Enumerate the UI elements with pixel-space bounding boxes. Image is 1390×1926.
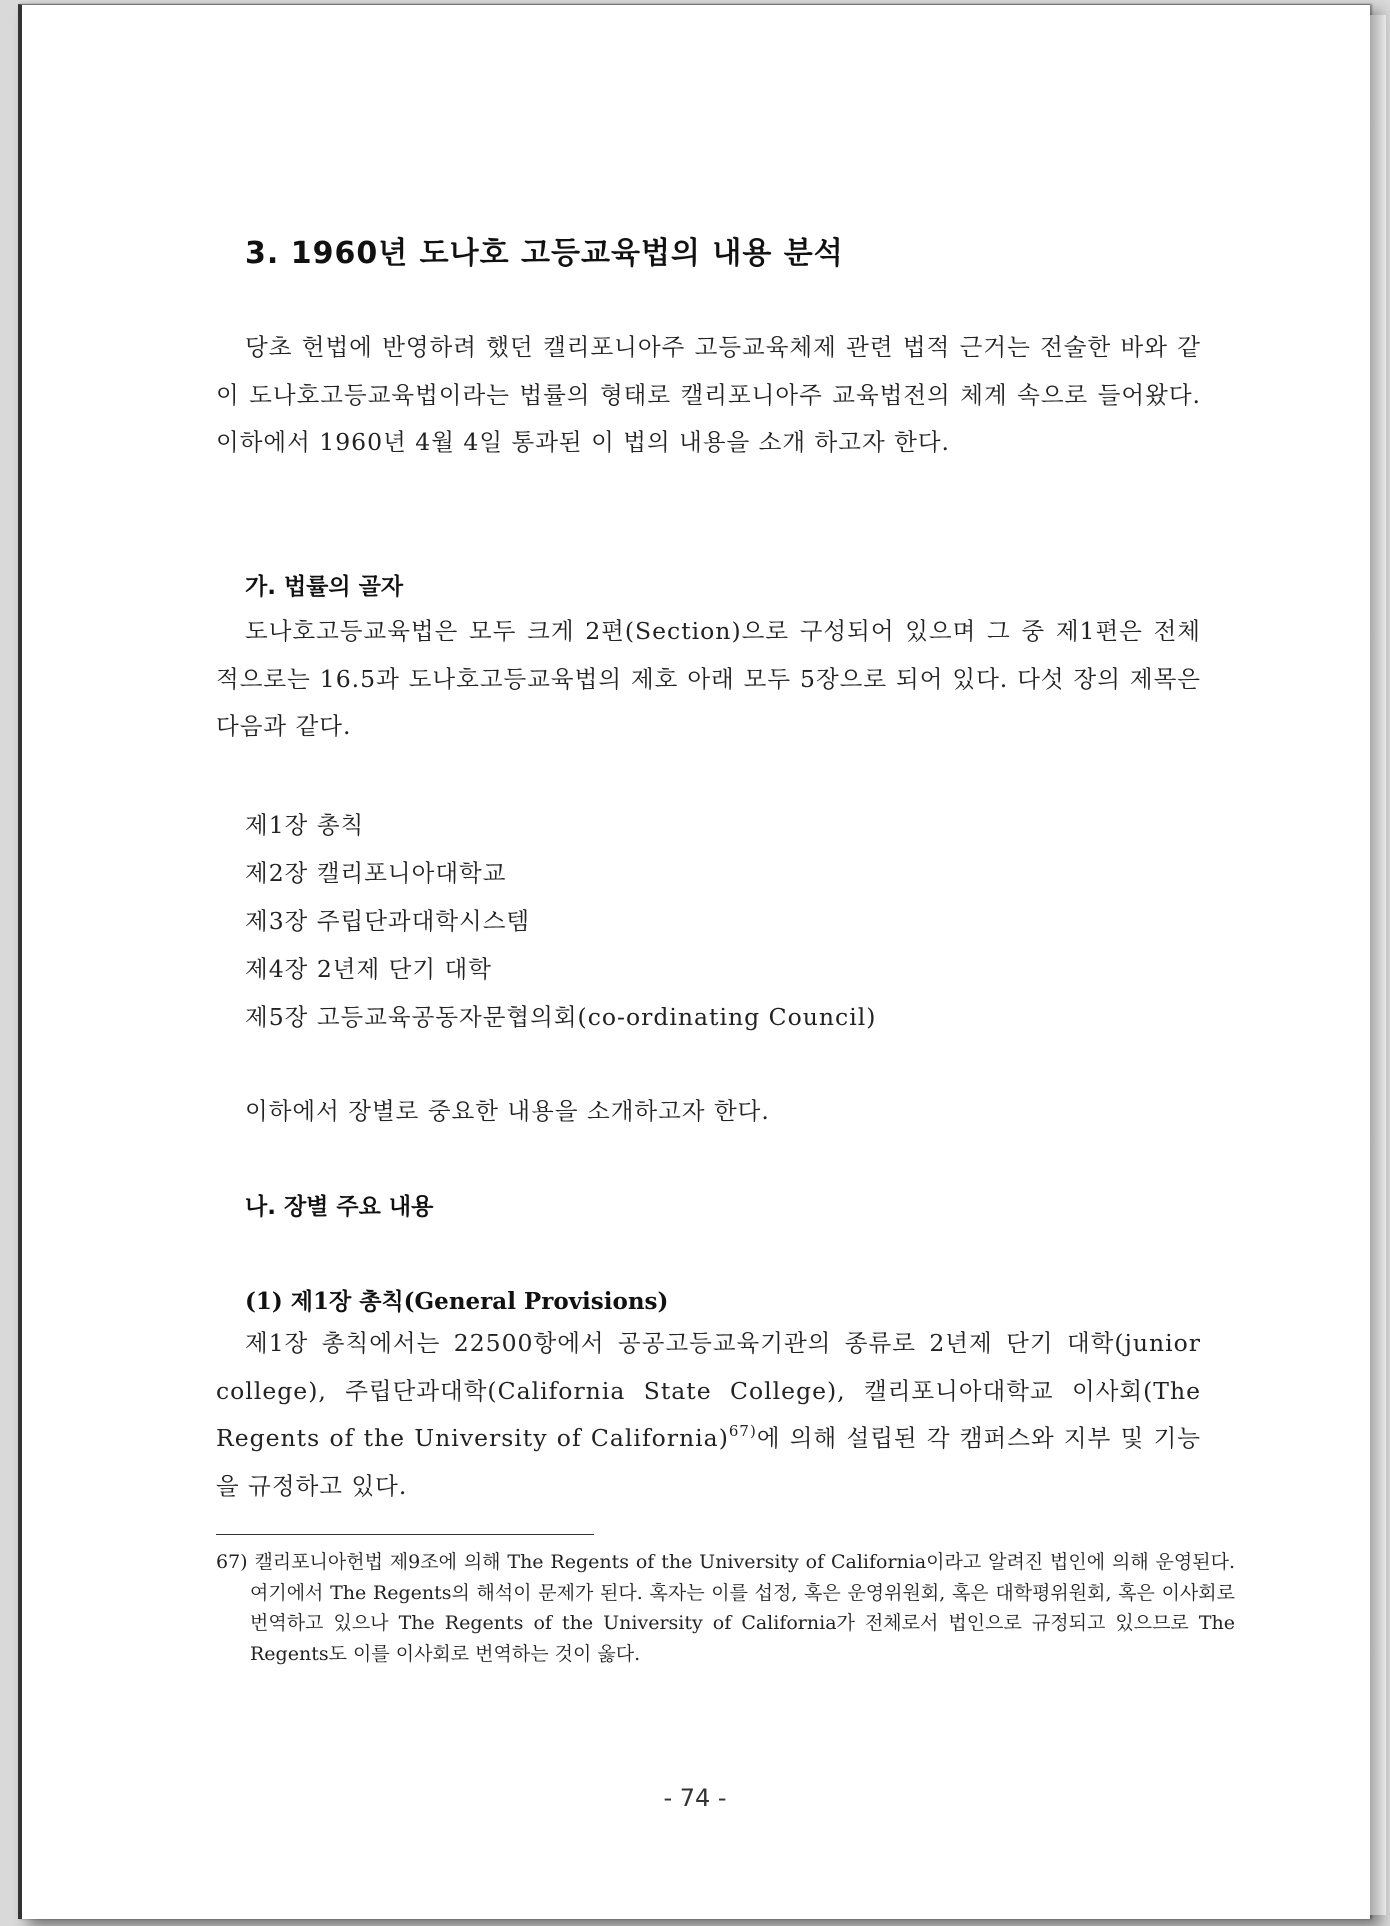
chapter1-title: (1) 제1장 총칙(General Provisions) <box>245 1288 669 1315</box>
chapter-item: 제5장 고등교육공동자문협의회(co-ordinating Council) <box>245 1003 877 1031</box>
footnote-ref: 67) <box>728 1422 757 1440</box>
transition-text: 이하에서 장별로 중요한 내용을 소개하고자 한다. <box>245 1097 770 1125</box>
chapter1-paragraph <box>216 1320 1201 1510</box>
intro-paragraph: 당초 헌법에 반영하려 했던 캘리포니아주 고등교육체제 관련 법적 근거는 전술한 바와 같이 도나호고등교육법이라는 법률의 형태로 캘리포니아주 교육법전의 체계 속으로 들어왔다. 이하에서 1960년 4월 4일 통과된 이 법의 내용을 소개 하고자 한다. <box>216 333 1201 456</box>
section-ga-paragraph: 도나호고등교육법은 모두 크게 2편(Section)으로 구성되어 있으며 그 중 제1편은 전체적으로는 16.5과 도나호고등교육법의 제호 아래 모두 5장으로 되어 있다. 다섯 장의 제목은 다음과 같다. <box>216 617 1201 740</box>
chapter-item: 제4장 2년제 단기 대학 <box>245 955 492 983</box>
page-number: - 74 - <box>663 1784 727 1812</box>
section-heading: 3. 1960년 도나호 고등교육법의 내용 분석 <box>245 236 844 271</box>
chapter-item: 제2장 캘리포니아대학교 <box>245 859 507 887</box>
footnote-divider <box>216 1534 594 1535</box>
chapter-item: 제3장 주립단과대학시스템 <box>245 907 531 935</box>
footnote-67: 67) 캘리포니아헌법 제9조에 의해 The Regents of the University of California이라고 알려진 법인에 의해 운영된다. 여기에서 The Regents의 해석이 문제가 된다. 혹자는 이를 섭정, 혹은 운영위원회, 혹은 대학평위원회, 혹은 이사회로 번역하고 있으나 The Regents of the University of California가 전체로서 법인으로 규정되고 있으므로 The Regents도 이를 이사회로 번역하는 것이 옳다. <box>216 1551 1235 1665</box>
subsection-title-na: 나. 장별 주요 내용 <box>245 1194 434 1220</box>
chapter1-text-b: 에 의해 설립된 각 캠퍼스와 지부 및 기능을 규정하고 있다. <box>216 1424 1201 1500</box>
chapter-item: 제1장 총칙 <box>245 811 365 839</box>
subsection-title-ga: 가. 법률의 골자 <box>245 574 404 600</box>
chapter1-text-a: 제1장 총칙에서는 22500항에서 공공고등교육기관의 종류로 2년제 단기 대학(junior college), 주립단과대학(California State College), 캘리포니아대학교 이사회(The Regents of the University of California) <box>216 1329 1201 1452</box>
